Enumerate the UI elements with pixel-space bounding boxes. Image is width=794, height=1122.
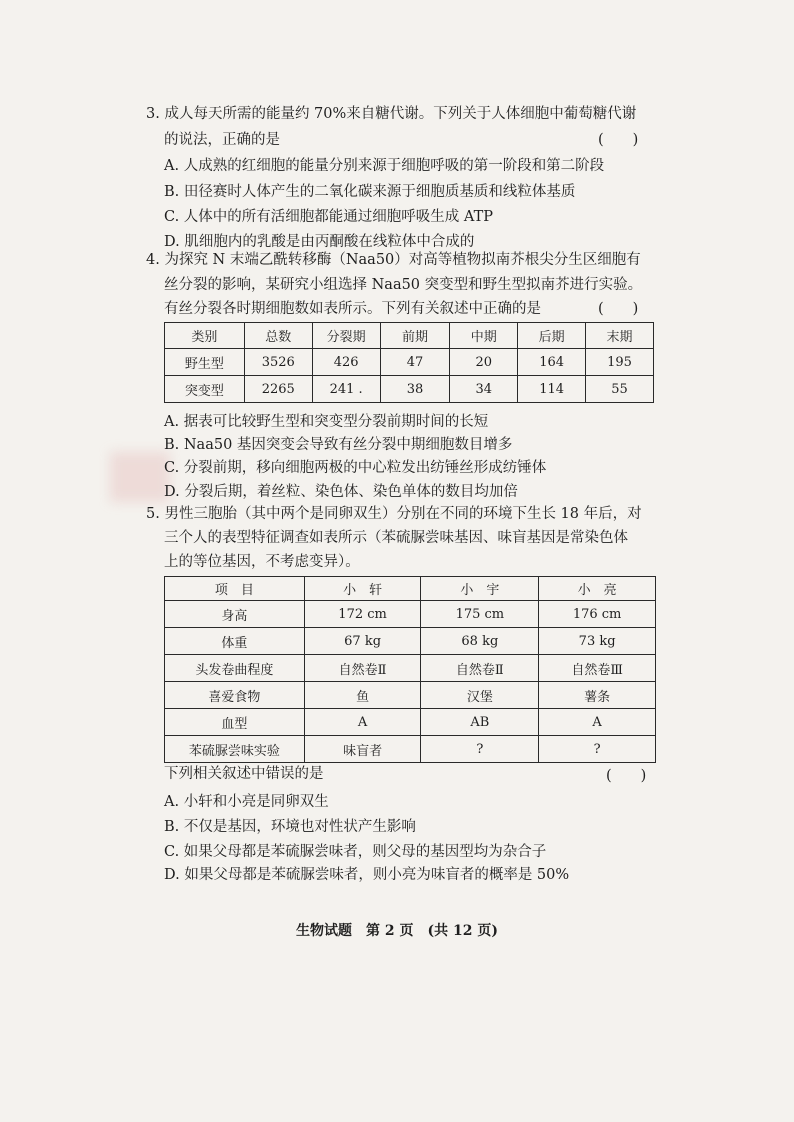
q4-header-total: 总数 [244,323,312,349]
table-cell: 汉堡 [421,682,539,709]
q4-header-division: 分裂期 [312,323,380,349]
table-cell: 薯条 [539,682,656,709]
table-cell: 突变型 [165,376,245,403]
table-cell: AB [421,709,539,736]
table-cell: 血型 [165,709,305,736]
q4-option-b: B. Naa50 基因突变会导致有丝分裂中期细胞数目增多 [164,437,513,453]
q5-option-d: D. 如果父母都是苯硫脲尝味者，则小亮为味盲者的概率是 50% [164,867,570,883]
q5-header-xiaoyu: 小 宇 [421,577,539,601]
table-cell: 3526 [244,349,312,376]
table-cell: 自然卷Ⅱ [421,655,539,682]
table-cell: 164 [518,349,586,376]
table-cell: ? [421,736,539,763]
table-row [165,709,656,736]
q3-answer-paren: ( ) [598,132,639,148]
q5-line-2: 三个人的表型特征调查如表所示（苯硫脲尝味基因、味盲基因是常染色体 [164,530,628,546]
table-cell: 68 kg [421,628,539,655]
table-cell: 172 cm [304,601,421,628]
q4-table [164,322,654,403]
q5-answer-paren: ( ) [606,768,647,784]
q5-option-b: B. 不仅是基因，环境也对性状产生影响 [164,819,416,835]
q3-option-a: A. 人成熟的红细胞的能量分别来源于细胞呼吸的第一阶段和第二阶段 [164,158,605,174]
table-cell: 38 [380,376,450,403]
table-cell: 味盲者 [304,736,421,763]
q5-stem: 下列相关叙述中错误的是 [164,766,324,782]
table-cell: 241 . [312,376,380,403]
q5-line-1: 5. 男性三胞胎（其中两个是同卵双生）分别在不同的环境下生长 18 年后，对 [146,506,642,522]
q4-header-anaphase: 后期 [518,323,586,349]
q4-header-metaphase: 中期 [450,323,518,349]
table-cell: 喜爱食物 [165,682,305,709]
table-row [165,682,656,709]
q4-option-c: C. 分裂前期，移向细胞两极的中心粒发出纺锤丝形成纺锤体 [164,460,547,476]
q4-line-2: 丝分裂的影响，某研究小组选择 Naa50 突变型和野生型拟南芥进行实验。 [164,277,643,293]
table-cell: 头发卷曲程度 [165,655,305,682]
q4-header-telophase: 末期 [586,323,654,349]
table-cell: A [304,709,421,736]
table-cell: 426 [312,349,380,376]
q3-option-d: D. 肌细胞内的乳酸是由丙酮酸在线粒体中合成的 [164,234,475,250]
q5-header-item: 项 目 [165,577,305,601]
q3-option-b: B. 田径赛时人体产生的二氧化碳来源于细胞质基质和线粒体基质 [164,184,576,200]
table-cell: 自然卷Ⅱ [304,655,421,682]
table-cell: 176 cm [539,601,656,628]
table-cell: 苯硫脲尝味实验 [165,736,305,763]
table-cell: 鱼 [304,682,421,709]
q4-option-d: D. 分裂后期，着丝粒、染色体、染色单体的数目均加倍 [164,484,518,500]
table-row [165,376,654,403]
q4-answer-paren: ( ) [598,301,639,317]
table-row [165,655,656,682]
table-cell: 55 [586,376,654,403]
q3-line-2: 的说法，正确的是 [164,132,280,148]
table-cell: 34 [450,376,518,403]
q3-line-1: 3. 成人每天所需的能量约 70%来自糖代谢。下列关于人体细胞中葡萄糖代谢 [146,106,637,122]
q5-header-xiaoxuan: 小 轩 [304,577,421,601]
q4-header-category: 类别 [165,323,245,349]
table-cell: 114 [518,376,586,403]
table-cell: 47 [380,349,450,376]
table-row [165,628,656,655]
q5-table-header-row [165,577,656,601]
table-cell: A [539,709,656,736]
q4-line-1: 4. 为探究 N 末端乙酰转移酶（Naa50）对高等植物拟南芥根尖分生区细胞有 [146,252,641,268]
table-cell: 2265 [244,376,312,403]
q5-option-a: A. 小轩和小亮是同卵双生 [164,794,329,810]
page-footer: 生物试题 第 2 页 (共 12 页) [296,923,498,939]
q4-table-header-row [165,323,654,349]
table-row [165,349,654,376]
q4-line-3: 有丝分裂各时期细胞数如表所示。下列有关叙述中正确的是 [164,301,541,317]
q5-line-3: 上的等位基因，不考虑变异）。 [164,554,360,570]
table-cell: 195 [586,349,654,376]
q5-table [164,576,656,763]
q4-header-prophase: 前期 [380,323,450,349]
q4-option-a: A. 据表可比较野生型和突变型分裂前期时间的长短 [164,414,489,430]
table-cell: 自然卷Ⅲ [539,655,656,682]
table-cell: 67 kg [304,628,421,655]
q5-option-c: C. 如果父母都是苯硫脲尝味者，则父母的基因型均为杂合子 [164,844,547,860]
table-cell: 野生型 [165,349,245,376]
q3-option-c: C. 人体中的所有活细胞都能通过细胞呼吸生成 ATP [164,209,494,225]
table-row [165,601,656,628]
table-cell: 20 [450,349,518,376]
table-cell: 175 cm [421,601,539,628]
table-row [165,736,656,763]
table-cell: ? [539,736,656,763]
table-cell: 体重 [165,628,305,655]
q5-header-xiaoliang: 小 亮 [539,577,656,601]
table-cell: 73 kg [539,628,656,655]
table-cell: 身高 [165,601,305,628]
pink-stain [110,452,170,502]
